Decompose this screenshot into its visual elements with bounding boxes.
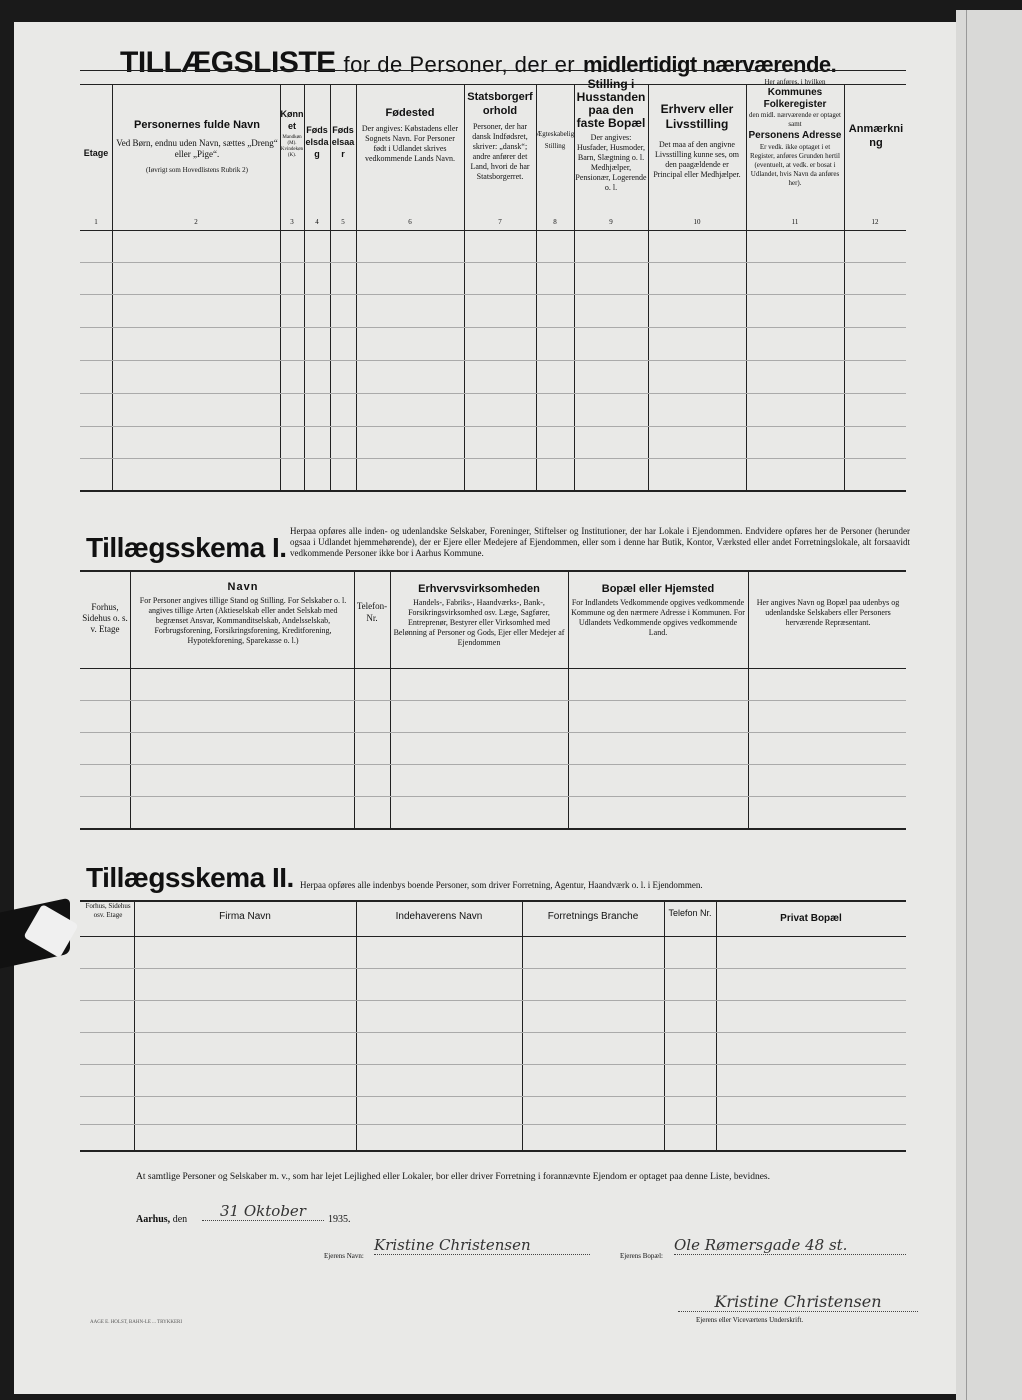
s1-col-residence-header: Bopæl eller Hjemsted For Indlandets Vedkommende opgives vedkommende Kommune og den nærmere Adresse i Kommunen. For Udlandets Vedkommende opgives vedkommende Land. — [571, 583, 745, 637]
s1-col-name-header: Navn For Personer angives tillige Stand og Stilling. For Selskaber o. l. angives tillige Arten (Aktieselskab eller andet Selskab med begrænset Ansvar, Kommanditselskab, Andelsselskab, Forbrugsforening, Forsikringsforening, Kreditforening, Hypotekforening, Sparekasse o. l.) — [139, 581, 347, 645]
col-gender-header: Kønnet Mandkøn (M). Kvindekøn (K). — [280, 109, 304, 158]
col-num: 10 — [693, 218, 701, 226]
s2-col-private-header: Privat Bopæl — [780, 913, 842, 924]
place: Aarhus, — [136, 1214, 171, 1225]
col-birthday-header: Fødselsdag — [305, 125, 329, 159]
skema2-intro: Herpaa opføres alle indenbys boende Personer, som driver Forretning, Agentur, Haandværk o. l. i Ejendommen. — [300, 880, 703, 890]
owner-name-label: Ejerens Navn: — [324, 1252, 364, 1260]
s1-col-etage-header: Forhus, Sidehus o. s. v. Etage — [82, 602, 128, 634]
s1-col-phone-header: Telefon-Nr. — [356, 601, 388, 623]
col-remarks-header: Anmærkning — [848, 123, 904, 149]
col-num: 11 — [791, 218, 799, 226]
col-num: 9 — [609, 218, 613, 226]
col-num: 6 — [408, 218, 412, 226]
date-handwritten: 31 Oktober — [202, 1202, 324, 1221]
col-occupation-header: Erhverv eller Livsstilling Det maa af den angivne Livsstilling kunne ses, om den paagældende er Principal eller Medhjælper. — [653, 102, 741, 179]
title-main: TILLÆGSLISTE — [120, 46, 336, 79]
s2-col-firm-header: Firma Navn — [219, 911, 271, 922]
col-num: 3 — [290, 218, 294, 226]
col-register-header: Her anføres, i hvilken Kommunes Folkeregister den midl. nærværende er optaget samt Personens Adresse Er vedk. ikke optaget i et Register, anføres Grunden hertil (eventuelt, at vedk. er bosat i Udlandet, hvis Navn da anføres her). — [748, 78, 842, 187]
col-num: 8 — [553, 218, 557, 226]
title-rest: for de Personer, der er — [343, 52, 576, 77]
owner-address-label: Ejerens Bopæl: — [620, 1252, 663, 1260]
s2-col-phone-header: Telefon Nr. — [668, 908, 712, 918]
s1-col-representative-header: Her angives Navn og Bopæl paa udenbys og udenlandske Selskabers eller Personers herværende Repræsentant. — [756, 598, 900, 627]
den-word: den — [172, 1214, 188, 1225]
owner-name-handwritten: Kristine Christensen — [374, 1236, 590, 1255]
col-num: 7 — [498, 218, 502, 226]
col-citizenship-header: Statsborgerforhold Personer, der har dansk Indfødsret, skriver: „dansk“; andre anfører det Land, hvori de har Statsborgerret. — [467, 91, 533, 181]
skema2-title: Tillægsskema II. — [86, 862, 294, 893]
printer-mark: AAGE E. HOLST, BAHN-LE ... TRYKKERI — [90, 1320, 183, 1325]
col-birthplace-header: Fødested Der angives: Købstadens eller Sognets Navn. For Personer født i Udlandet skrives vedkommende Lands Navn. — [361, 107, 459, 163]
s1-col-business-header: Erhvervsvirksomheden Handels-, Fabriks-, Haandværks-, Bank-, Forsikringsvirksomhed osv. Læge, Sagfører, Entreprenør, Bestyrer eller Virksomhed med Belønning af Personer og Gods, Ejer eller Medejer af Ejendommen — [393, 583, 565, 647]
col-household-header: Stilling i Husstanden paa den faste Bopæl Der angives: Husfader, Husmoder, Barn, Slægtning o. l. Medhjælper, Pensionær, Logerende o. l. — [575, 77, 647, 192]
owner-address-handwritten: Ole Rømersgade 48 st. — [674, 1236, 906, 1255]
col-birthyear-header: Fødselsaar — [331, 125, 355, 159]
adjacent-page — [956, 10, 1022, 1400]
s2-col-etage-header: Forhus, Sidehus osv. Etage — [85, 902, 131, 919]
s2-col-branch-header: Forretnings Branche — [547, 911, 639, 922]
col-name-header: Personernes fulde Navn Ved Børn, endnu uden Navn, sættes „Dreng“ eller „Pige“. (Iøvrigt som Hovedlistens Rubrik 2) — [116, 119, 278, 174]
year: 1935. — [328, 1214, 351, 1225]
signature: Kristine Christensen — [678, 1292, 918, 1312]
skema1-intro: Herpaa opføres alle inden- og udenlandske Selskaber, Foreninger, Stiftelser og Institutioner, der har Lokale i Ejendommen. Endvidere opføres her de Personer (herunder ogsaa i Udlandet hjemmehørende), der er Ejere eller Medejere af Ejendommen, eller som i denne har Butik, Kontor, Værksted eller andet Forretningslokale, alt forsaavidt vedkommende Personer ikke bor i Aarhus Kommune. — [290, 526, 910, 558]
col-num: 2 — [194, 218, 198, 226]
page-title — [120, 46, 836, 80]
col-num: 5 — [341, 218, 345, 226]
date-line — [136, 1214, 187, 1225]
col-num: 1 — [94, 218, 98, 226]
col-etage-header: Etage — [83, 148, 109, 158]
form-page — [14, 22, 956, 1394]
skema1-title: Tillægsskema I. — [86, 532, 287, 563]
col-num: 4 — [315, 218, 319, 226]
col-marital-header: Ægteskabelig Stilling — [536, 130, 575, 150]
signature-label: Ejerens eller Viceværtens Underskrift. — [696, 1316, 804, 1324]
footer-statement: At samtlige Personer og Selskaber m. v., som har lejet Lejlighed eller Lokaler, bor eller driver Forretning i forannævnte Ejendom er optaget paa denne Liste, bevidnes. — [136, 1172, 770, 1182]
title-bold: midlertidigt nærværende. — [582, 52, 837, 77]
col-num: 12 — [871, 218, 879, 226]
s2-col-owner-header: Indehaverens Navn — [395, 911, 483, 922]
